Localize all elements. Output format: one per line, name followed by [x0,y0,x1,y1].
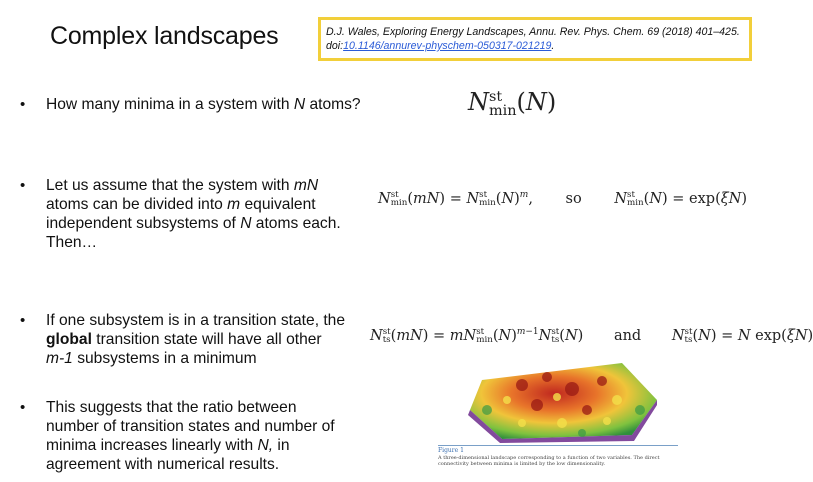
doi-link[interactable]: 10.1146/annurev-physchem-050317-021219 [343,40,552,52]
bullet-3-text: If one subsystem is in a transition state, the global transition state will have all other m-1 subsystems in a minimum [46,312,346,367]
bullet-1-text: How many minima in a system with N atoms? [46,96,361,113]
figure-caption [438,448,678,468]
energy-landscape-figure [462,355,662,443]
equation-minima-count: N st min (N) [468,88,557,119]
reference-citation: D.J. Wales, Exploring Energy Landscapes, Annu. Rev. Phys. Chem. 69 (2018) 401–425. [326,26,740,38]
slide-title: Complex landscapes [50,22,279,50]
equation-minima-scaling: N st min (mN) = N st min $(N)^m$, so N st min (N) = exp(ξN) [378,190,748,208]
reference-doi: doi:10.1146/annurev-physchem-050317-021219. [326,40,555,52]
bullet-marker: • [20,177,26,194]
bullet-marker: • [20,96,26,113]
bullet-2-text: Let us assume that the system with mN atoms can be divided into m equivalent independent subsystems of N atoms each. Then… [46,177,341,251]
equation-transition-states: N st ts (mN) = mN st min $(N)^{m-1}N$ st ts (N) and N st ts (N) = N exp(ξN) [370,327,813,345]
figure-caption-text: A three-dimensional landscape corresponding to a function of two variables. The direct connectivity between minima is limited by the low dimensionality. [438,454,660,467]
figure-label: Figure 1 [438,447,464,454]
bullet-marker: • [20,399,26,416]
bullet-marker: • [20,312,26,329]
reference-box [318,17,752,61]
figure-divider [438,445,678,446]
bullet-4-text: This suggests that the ratio between number of transition states and number of minima increases linearly with N, in agreement with numerical results. [46,399,335,473]
